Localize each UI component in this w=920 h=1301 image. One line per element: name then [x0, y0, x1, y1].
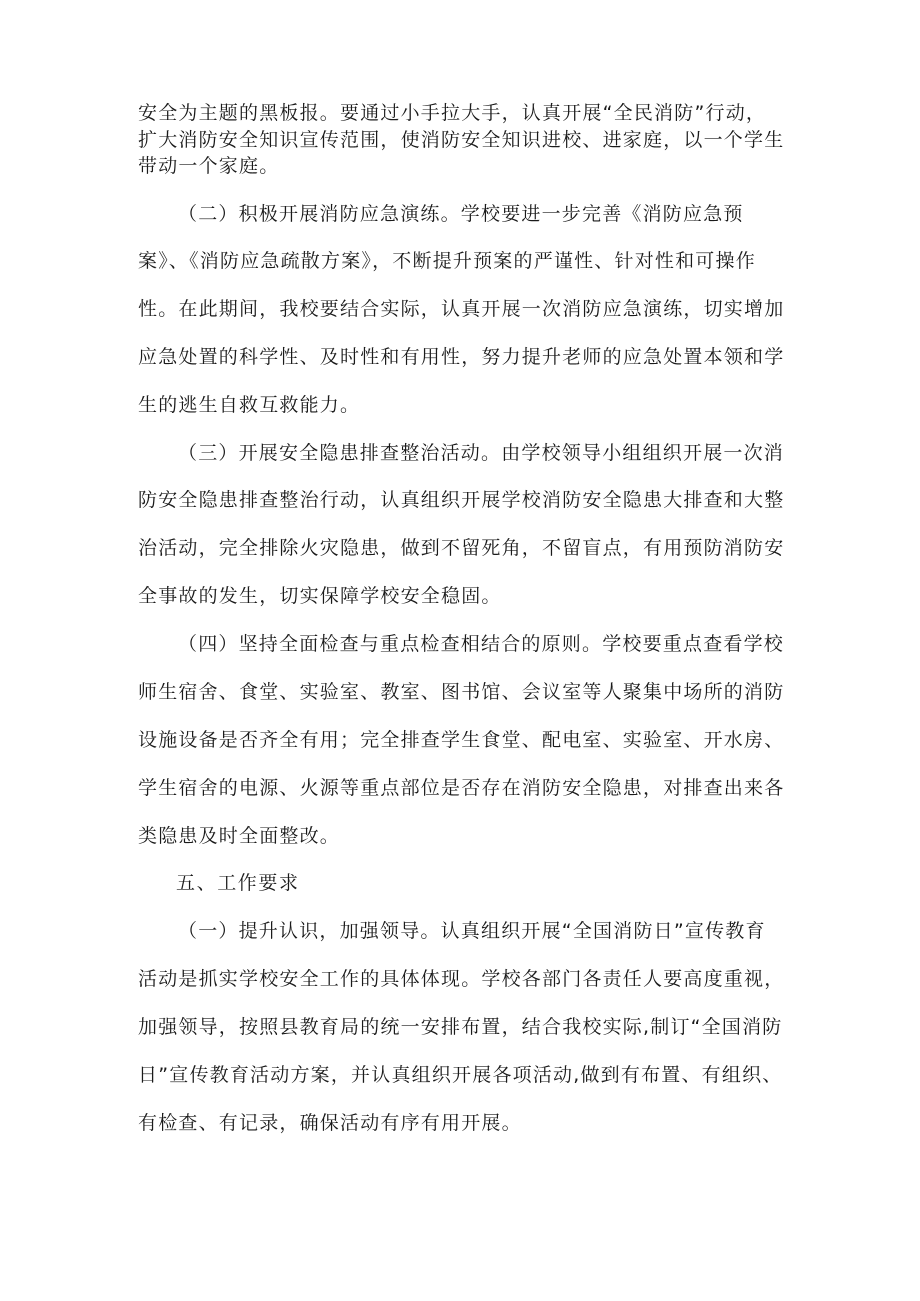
section-heading: 五、工作要求: [176, 872, 300, 894]
paragraph-5-first-line: （一）提升认识，加强领导。认真组织开展“全国消防日”宣传教育: [178, 920, 766, 942]
body-text-line: 扩大消防安全知识宣传范围，使消防安全知识进校、进家庭，以一个学生: [138, 129, 785, 151]
body-text-line: 治活动，完全排除火灾隐患，做到不留死角，不留盲点，有用预防消防安: [138, 537, 785, 559]
body-text-line: 性。在此期间，我校要结合实际，认真开展一次消防应急演练，切实增加: [138, 298, 785, 320]
body-text-line: 安全为主题的黑板报。要通过小手拉大手，认真开展“全民消防”行动，: [138, 102, 767, 124]
body-text-line: 带动一个家庭。: [138, 155, 280, 177]
body-text-line: 设施设备是否齐全有用；完全排查学生食堂、配电室、实验室、开水房、: [138, 729, 785, 751]
body-text-line: 全事故的发生，切实保障学校安全稳固。: [138, 585, 502, 607]
body-text-line: 有检查、有记录，确保活动有序有用开展。: [138, 1112, 522, 1134]
body-text-line: 应急处置的科学性、及时性和有用性，努力提升老师的应急处置本领和学: [138, 346, 785, 368]
body-text-line: 加强领导，按照县教育局的统一安排布置，结合我校实际,制订“全国消防: [138, 1016, 783, 1038]
body-text-line: 学生宿舍的电源、火源等重点部位是否存在消防安全隐患，对排查出来各: [138, 777, 785, 799]
body-text-line: 生的逃生自救互救能力。: [138, 394, 361, 416]
body-text-line: 日”宣传教育活动方案，并认真组织开展各项活动,做到有布置、有组织、: [138, 1064, 783, 1086]
body-text-line: 防安全隐患排查整治行动，认真组织开展学校消防安全隐患大排查和大整: [138, 489, 785, 511]
paragraph-3-first-line: （三）开展安全隐患排查整治活动。由学校领导小组组织开展一次消: [178, 442, 785, 464]
body-text-line: 类隐患及时全面整改。: [138, 825, 341, 847]
paragraph-4-first-line: （四）坚持全面检查与重点检查相结合的原则。学校要重点查看学校: [178, 633, 785, 655]
body-text-line: 案》、《消防应急疏散方案》，不断提升预案的严谨性、针对性和可操作: [138, 250, 756, 272]
body-text-line: 活动是抓实学校安全工作的具体体现。学校各部门各责任人要高度重视，: [138, 968, 785, 990]
body-text-line: 师生宿舍、食堂、实验室、教室、图书馆、会议室等人聚集中场所的消防: [138, 681, 785, 703]
paragraph-2-first-line: （二）积极开展消防应急演练。学校要进一步完善《消防应急预: [178, 203, 744, 225]
